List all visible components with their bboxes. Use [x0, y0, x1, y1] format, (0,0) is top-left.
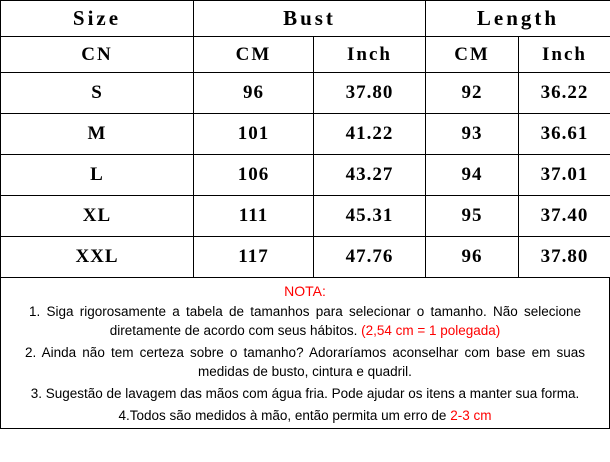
cell-bust-cm: 101 [194, 114, 314, 155]
cell-size: L [1, 155, 194, 196]
cell-length-cm: 93 [426, 114, 519, 155]
cell-length-cm: 95 [426, 196, 519, 237]
notes-title: NOTA: [284, 283, 326, 299]
subheader-length-cm: CM [426, 37, 519, 73]
table-row [1, 196, 610, 237]
subheader-bust-cm: CM [194, 37, 314, 73]
cell-bust-inch: 37.80 [314, 73, 426, 114]
cell-bust-inch: 41.22 [314, 114, 426, 155]
table-row [1, 237, 610, 278]
cell-length-cm: 94 [426, 155, 519, 196]
header-size: Size [1, 1, 194, 37]
table-row [1, 155, 610, 196]
table-header-row [1, 1, 610, 37]
table-row [1, 114, 610, 155]
cell-length-inch: 37.40 [519, 196, 610, 237]
cell-bust-inch: 47.76 [314, 237, 426, 278]
cell-bust-inch: 45.31 [314, 196, 426, 237]
header-length: Length [426, 1, 610, 37]
note-4-text: 4.Todos são medidos à mão, então permita um erro de [118, 408, 451, 423]
cell-size: S [1, 73, 194, 114]
note-2-text: 2. Ainda não tem certeza sobre o tamanho? Adoraríamos aconselhar com base em suas medidas de busto, cintura e quadril. [25, 345, 585, 379]
cell-size: XXL [1, 237, 194, 278]
note-item-2 [11, 343, 599, 381]
cell-length-cm: 96 [426, 237, 519, 278]
cell-length-inch: 37.01 [519, 155, 610, 196]
header-bust: Bust [194, 1, 426, 37]
cell-size: M [1, 114, 194, 155]
cell-bust-cm: 117 [194, 237, 314, 278]
cell-length-inch: 36.61 [519, 114, 610, 155]
note-1-text: 1. Siga rigorosamente a tabela de tamanhos para selecionar o tamanho. Não selecione diretamente de acordo com seus hábitos. [29, 304, 581, 338]
notes-section [0, 278, 610, 429]
note-item-3 [11, 384, 599, 403]
subheader-bust-inch: Inch [314, 37, 426, 73]
cell-bust-cm: 111 [194, 196, 314, 237]
note-item-4 [11, 406, 599, 425]
note-4-highlight: 2-3 cm [450, 408, 492, 423]
cell-length-inch: 37.80 [519, 237, 610, 278]
cell-bust-cm: 106 [194, 155, 314, 196]
cell-length-inch: 36.22 [519, 73, 610, 114]
cell-length-cm: 92 [426, 73, 519, 114]
table-row [1, 73, 610, 114]
subheader-cn: CN [1, 37, 194, 73]
note-item-1 [11, 302, 599, 340]
table-subheader-row [1, 37, 610, 73]
note-3-text: 3. Sugestão de lavagem das mãos com água fria. Pode ajudar os itens a manter sua forma. [30, 386, 580, 401]
cell-bust-inch: 43.27 [314, 155, 426, 196]
cell-size: XL [1, 196, 194, 237]
cell-bust-cm: 96 [194, 73, 314, 114]
subheader-length-inch: Inch [519, 37, 610, 73]
note-1-highlight: (2,54 cm = 1 polegada) [361, 323, 501, 338]
